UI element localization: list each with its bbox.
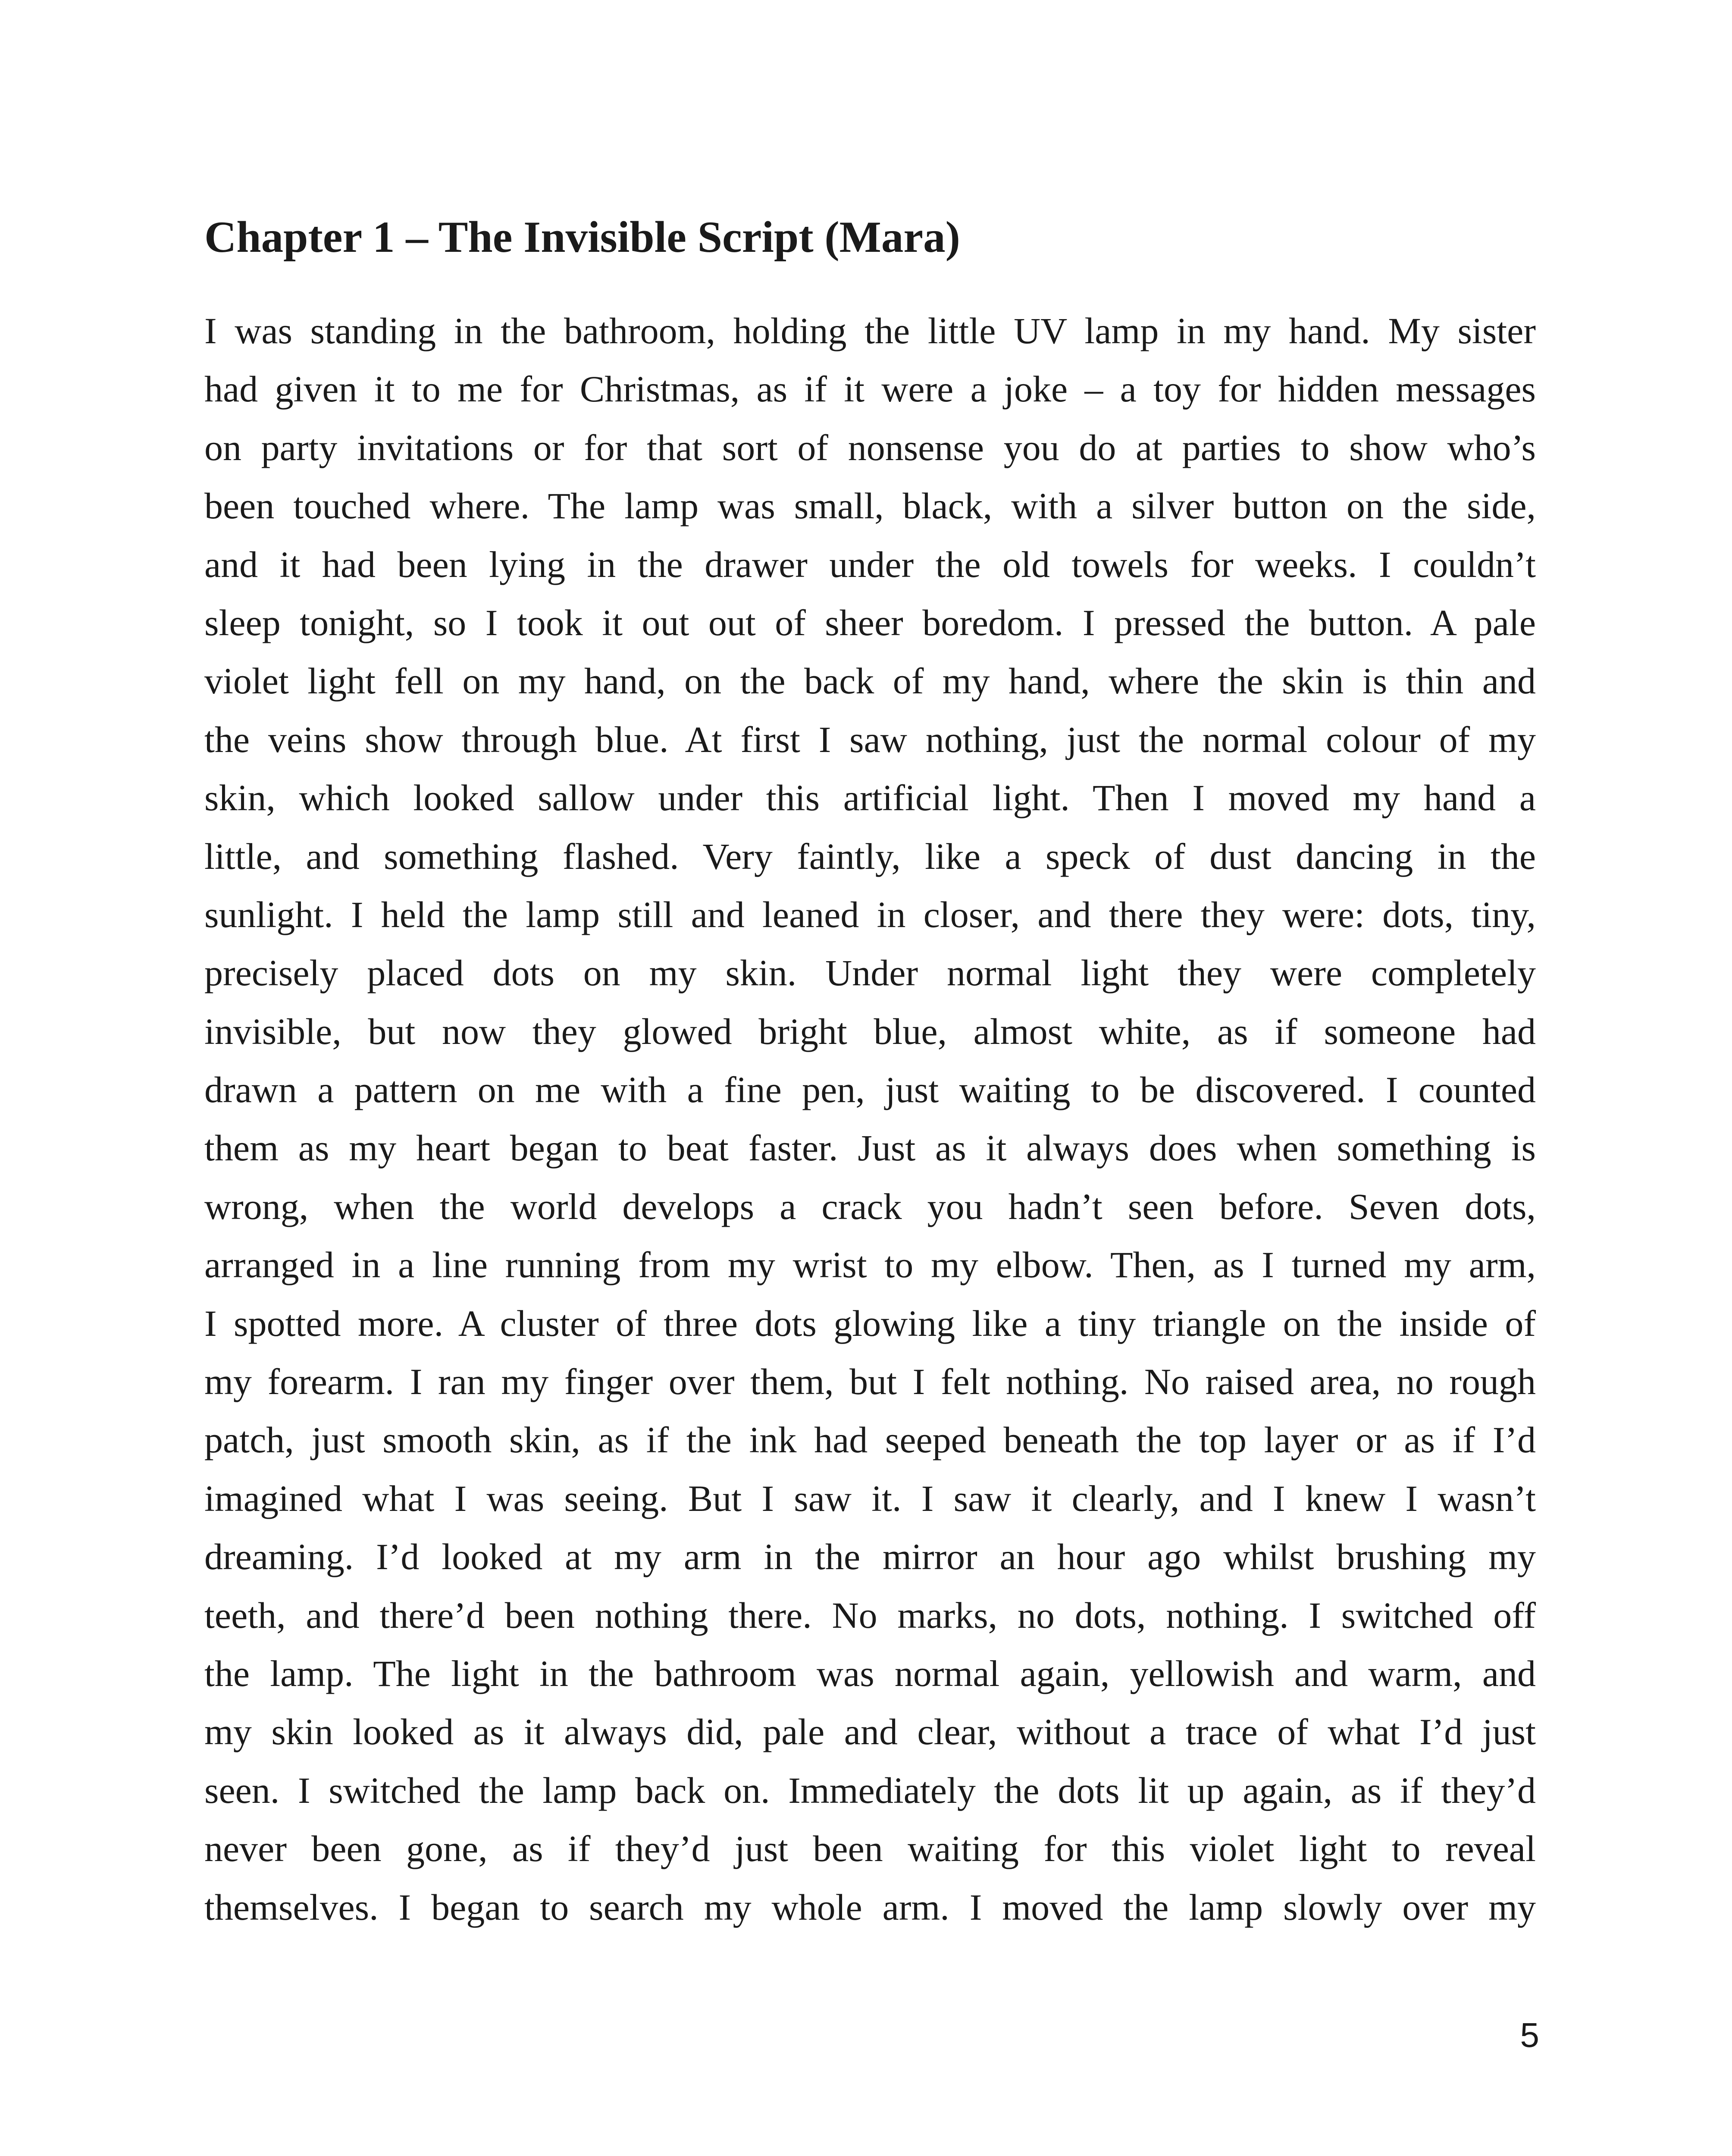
text-line: never been gone, as if they’d just been waiting for this violet light to reveal [204, 1828, 1536, 1870]
text-line: sunlight. I held the lamp still and leaned in closer, and there they were: dots, tiny, [204, 893, 1536, 935]
text-line: teeth, and there’d been nothing there. No marks, no dots, nothing. I switched off [204, 1594, 1536, 1636]
text-line: been touched where. The lamp was small, black, with a silver button on the side, [204, 485, 1536, 527]
text-line: the lamp. The light in the bathroom was normal again, yellowish and warm, and [204, 1652, 1536, 1694]
text-line: little, and something flashed. Very faintly, like a speck of dust dancing in the [204, 835, 1536, 877]
body-paragraph [204, 302, 1536, 1937]
text-line: seen. I switched the lamp back on. Immediately the dots lit up again, as if they’d [204, 1769, 1536, 1811]
text-line: my skin looked as it always did, pale and clear, without a trace of what I’d just [204, 1711, 1536, 1753]
text-line: them as my heart began to beat faster. Just as it always does when something is [204, 1127, 1536, 1169]
text-line: arranged in a line running from my wrist to my elbow. Then, as I turned my arm, [204, 1244, 1536, 1286]
text-line: I was standing in the bathroom, holding the little UV lamp in my hand. My sister [204, 310, 1536, 351]
text-line: on party invitations or for that sort of nonsense you do at parties to show who’s [204, 426, 1536, 468]
text-line: wrong, when the world develops a crack you hadn’t seen before. Seven dots, [204, 1185, 1536, 1227]
text-line: skin, which looked sallow under this artificial light. Then I moved my hand a [204, 777, 1536, 819]
text-line: imagined what I was seeing. But I saw it. I saw it clearly, and I knew I wasn’t [204, 1477, 1536, 1519]
text-line: had given it to me for Christmas, as if it were a joke – a toy for hidden messages [204, 368, 1536, 410]
chapter-title: Chapter 1 – The Invisible Script (Mara) [204, 213, 960, 262]
page-number: 5 [1520, 2016, 1539, 2054]
text-line: drawn a pattern on me with a fine pen, just waiting to be discovered. I counted [204, 1069, 1536, 1111]
text-line: I spotted more. A cluster of three dots glowing like a tiny triangle on the inside of [204, 1302, 1536, 1344]
text-line: invisible, but now they glowed bright blue, almost white, as if someone had [204, 1010, 1536, 1052]
text-line: and it had been lying in the drawer under the old towels for weeks. I couldn’t [204, 543, 1536, 585]
text-line: themselves. I began to search my whole arm. I moved the lamp slowly over my [204, 1886, 1536, 1928]
text-line: precisely placed dots on my skin. Under normal light they were completely [204, 952, 1536, 994]
text-line: dreaming. I’d looked at my arm in the mirror an hour ago whilst brushing my [204, 1536, 1536, 1578]
text-line: sleep tonight, so I took it out out of sheer boredom. I pressed the button. A pale [204, 602, 1536, 643]
text-line: my forearm. I ran my finger over them, but I felt nothing. No raised area, no rough [204, 1361, 1536, 1403]
text-line: violet light fell on my hand, on the back of my hand, where the skin is thin and [204, 660, 1536, 702]
text-line: the veins show through blue. At first I saw nothing, just the normal colour of my [204, 718, 1536, 760]
text-line: patch, just smooth skin, as if the ink had seeped beneath the top layer or as if I’d [204, 1419, 1536, 1461]
